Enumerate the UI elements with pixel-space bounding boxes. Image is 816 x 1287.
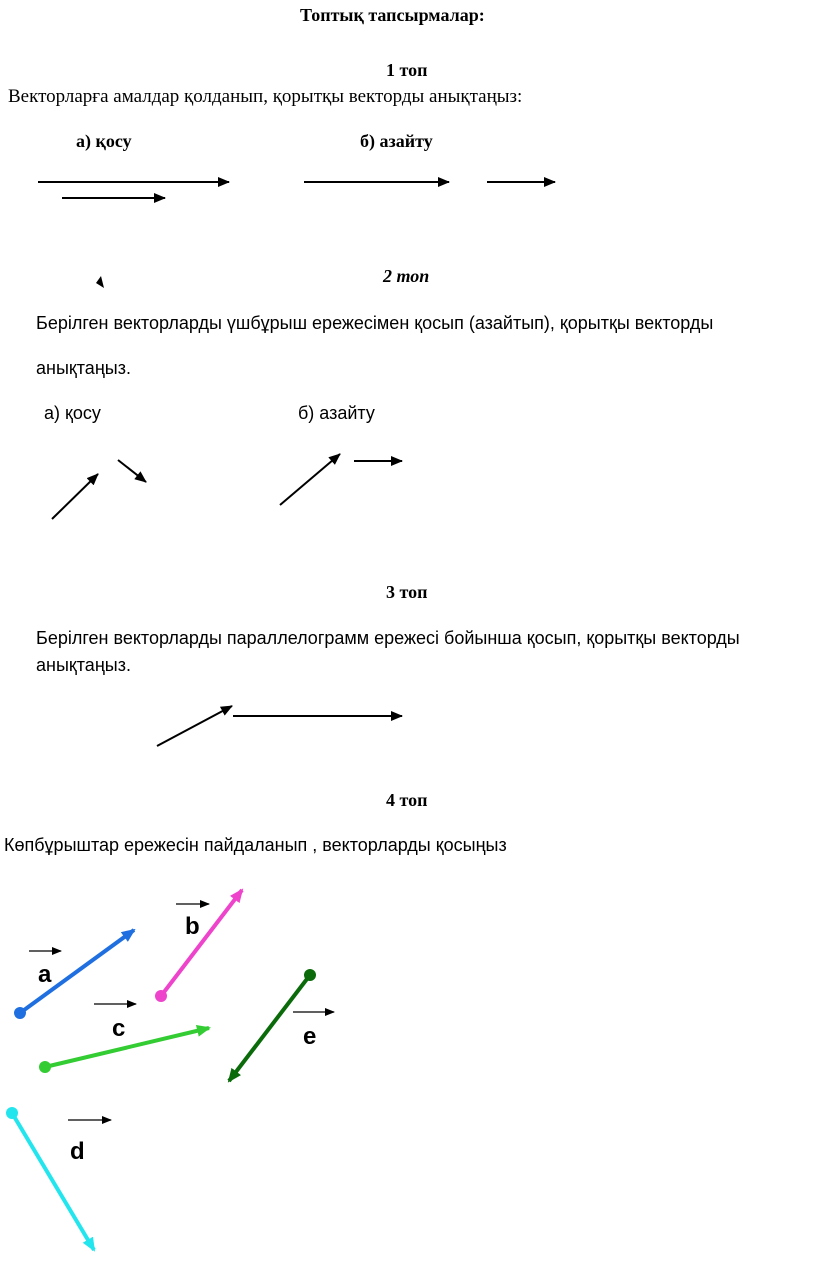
- vector-e: [229, 975, 310, 1081]
- group2-heading: 2 топ: [383, 266, 430, 286]
- vector-a-start-dot: [14, 1007, 26, 1019]
- vector-c-start-dot: [39, 1061, 51, 1073]
- page-title: Топтық тапсырмалар:: [300, 5, 485, 25]
- vector-c: [45, 1028, 209, 1067]
- vector-b-start-dot: [155, 990, 167, 1002]
- group1-part-b: б) азайту: [360, 131, 433, 151]
- vector-a-label: a: [38, 961, 52, 988]
- group2-instruction-line2: анықтаңыз.: [36, 358, 131, 378]
- group1-instruction: Векторларға амалдар қолданып, қорытқы векторды анықтаңыз:: [8, 86, 523, 107]
- vector-b-label: b: [185, 913, 200, 940]
- g2-a-vector-2: [118, 460, 146, 482]
- group2-part-a: а) қосу: [44, 403, 101, 423]
- group4-heading: 4 топ: [386, 790, 428, 810]
- vector-d-start-dot: [6, 1107, 18, 1119]
- group2-part-b: б) азайту: [298, 403, 375, 423]
- group1-heading: 1 топ: [386, 60, 428, 80]
- group3-instruction-line2: анықтаңыз.: [36, 655, 131, 675]
- g2-a-vector-1: [52, 474, 98, 519]
- group3-instruction-line1: Берілген векторларды параллелограмм ережесі бойынша қосып, қорытқы векторды: [36, 628, 740, 648]
- vector-d-label: d: [70, 1138, 85, 1165]
- vector-d: [12, 1113, 94, 1250]
- g2-b-vector-1: [280, 454, 340, 505]
- vector-b: [161, 890, 242, 996]
- vector-a: [20, 930, 134, 1013]
- group3-heading: 3 топ: [386, 582, 428, 602]
- vector-e-start-dot: [304, 969, 316, 981]
- group1-part-a: а) қосу: [76, 131, 132, 151]
- stray-arrowhead: [96, 276, 104, 288]
- group4-instruction: Көпбұрыштар ережесін пайдаланып , векторларды қосыңыз: [4, 835, 507, 855]
- vector-c-label: c: [112, 1015, 126, 1042]
- g3-vector-1: [157, 706, 232, 746]
- vector-e-label: e: [303, 1023, 317, 1050]
- group2-instruction-line1: Берілген векторларды үшбұрыш ережесімен қосып (азайтып), қорытқы векторды: [36, 313, 714, 333]
